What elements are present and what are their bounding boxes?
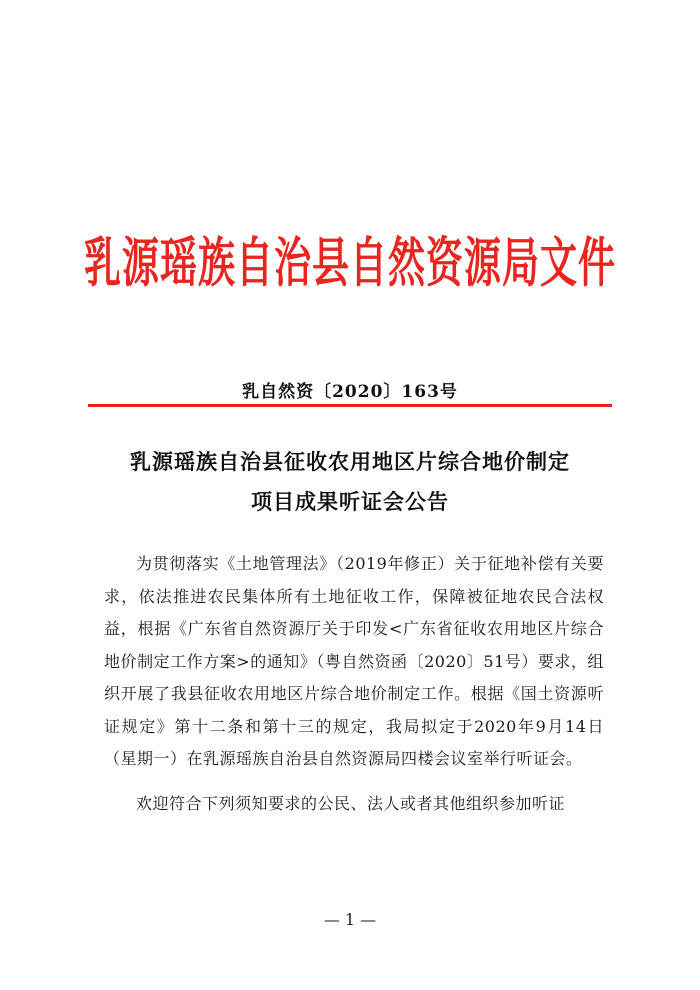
- notice-body: [104, 548, 604, 820]
- red-divider-line: [88, 404, 612, 407]
- document-number: 乳自然资〔2020〕163号: [242, 382, 458, 402]
- notice-title: [80, 442, 620, 522]
- notice-title-line-1: 乳源瑶族自治县征收农用地区片综合地价制定: [130, 449, 570, 474]
- page-number: — 1 —: [323, 910, 377, 929]
- notice-title-line-2: 项目成果听证会公告: [251, 489, 449, 514]
- body-paragraph-2: 欢迎符合下列须知要求的公民、法人或者其他组织参加听证: [136, 793, 566, 813]
- issuer-header-title: 乳源瑶族自治县自然资源局文件: [84, 230, 616, 294]
- body-paragraph-1: 为贯彻落实《土地管理法》（2019年修正）关于征地补偿有关要求，依法推进农民集体所有土地征收工作，保障被征地农民合法权益，根据《广东省自然资源厅关于印发<广东省征收农用地区片综合地价制定工作方案>的通知》（粤自然资函〔2020〕51号）要求，组织开展了我县征收农用地区片综合地价制定工作。根据《国土资源听证规定》第十二条和第十三的规定，我局拟定于2020年9月14日（星期一）在乳源瑶族自治县自然资源局四楼会议室举行听证会。: [104, 554, 604, 768]
